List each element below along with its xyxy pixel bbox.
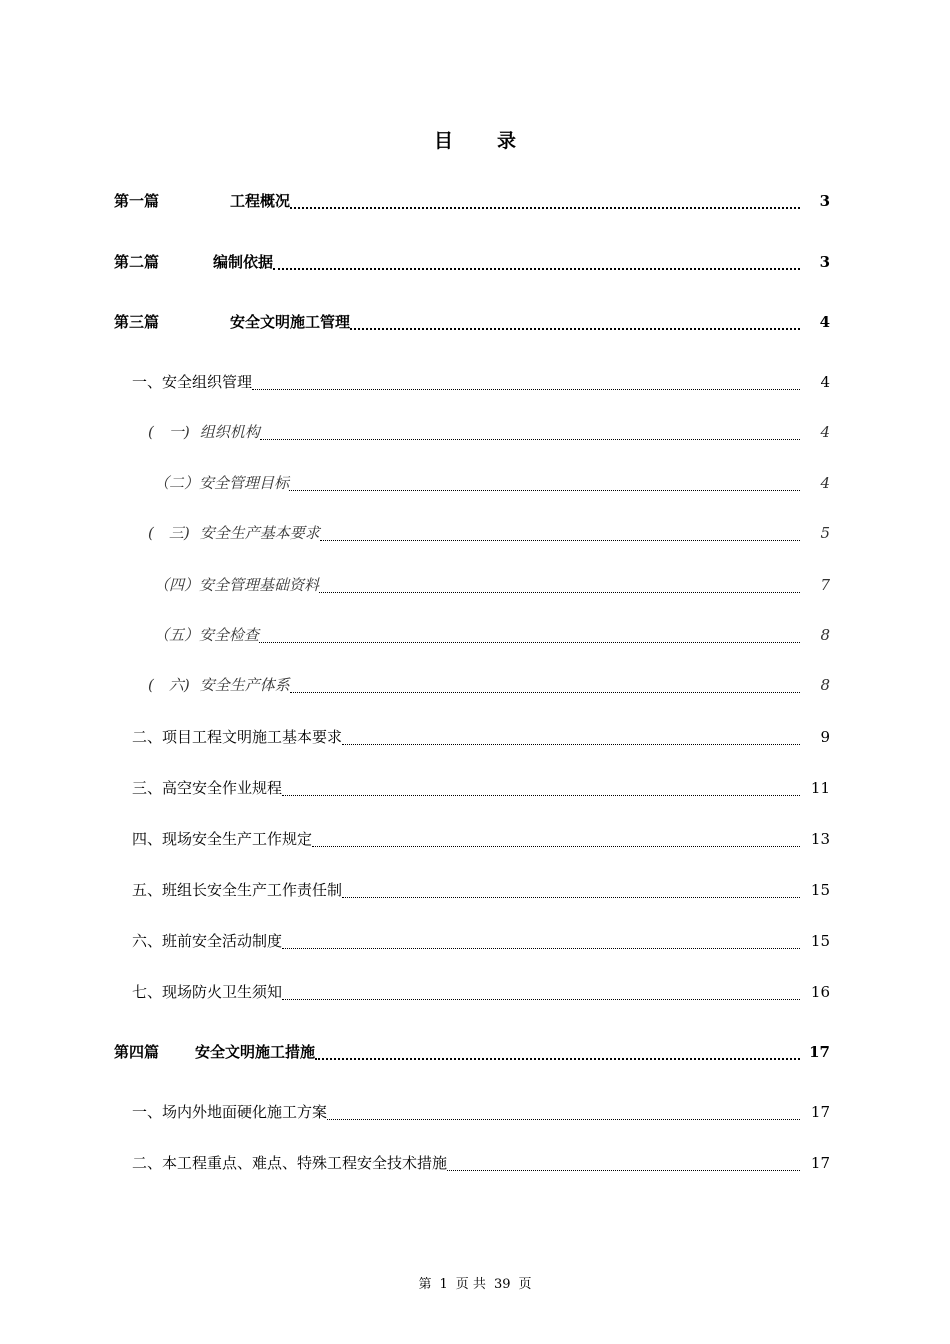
toc-entry-section[interactable] xyxy=(114,879,830,903)
toc-entry-subsection[interactable] xyxy=(114,624,830,648)
toc-section-number: 六、 xyxy=(132,932,163,950)
dot-leader xyxy=(273,267,800,270)
toc-entry-label: 本工程重点、难点、特殊工程安全技术措施 xyxy=(162,1154,448,1172)
toc-page-number: 11 xyxy=(810,779,830,797)
toc-page-number: 15 xyxy=(810,881,830,899)
toc-entry-label: 安全组织管理 xyxy=(162,373,253,391)
toc-entry-label: 项目工程文明施工基本要求 xyxy=(162,728,343,746)
toc-page-number: 5 xyxy=(820,524,830,542)
footer-total-pages: 39 xyxy=(493,1277,511,1292)
toc-entry-label: 场内外地面硬化施工方案 xyxy=(162,1103,328,1121)
toc-page-number: 3 xyxy=(819,192,830,210)
toc-section-number: 一、 xyxy=(132,1103,163,1121)
toc-section-number: 七、 xyxy=(132,983,163,1001)
toc-entry-label: 高空安全作业规程 xyxy=(162,779,283,797)
dot-leader xyxy=(282,947,800,949)
toc-section-number: 二、 xyxy=(132,728,163,746)
toc-entry-section[interactable] xyxy=(114,981,830,1005)
toc-entry-section[interactable] xyxy=(114,828,830,852)
toc-page-number: 7 xyxy=(820,576,830,594)
toc-page-number: 3 xyxy=(819,253,830,271)
toc-entry-label: 安全文明施工管理 xyxy=(230,313,351,331)
toc-entry-section[interactable] xyxy=(114,726,830,750)
toc-entry-subsection[interactable] xyxy=(114,574,830,598)
toc-entry-label: 现场安全生产工作规定 xyxy=(162,830,313,848)
toc-page-number: 8 xyxy=(820,626,830,644)
toc-page-number: 9 xyxy=(820,728,830,746)
footer-current-page: 1 xyxy=(439,1277,448,1292)
footer-mid: 页 共 xyxy=(455,1277,486,1292)
dot-leader xyxy=(260,438,800,440)
footer-suffix: 页 xyxy=(518,1277,532,1292)
toc-section-number: 四、 xyxy=(132,830,163,848)
dot-leader xyxy=(342,743,800,745)
toc-entry-label: 组织机构 xyxy=(199,423,260,441)
toc-page-number: 17 xyxy=(810,1154,830,1172)
toc-entry-label: 安全生产基本要求 xyxy=(199,524,320,542)
toc-title-left: 目 xyxy=(433,130,453,152)
toc-entry-label: 编制依据 xyxy=(213,253,274,271)
toc-section-number: 五、 xyxy=(132,881,163,899)
toc-part-number: 第一篇 xyxy=(114,192,160,210)
dot-leader xyxy=(319,591,800,593)
toc-page-number: 17 xyxy=(810,1103,830,1121)
toc-entry-section[interactable] xyxy=(114,930,830,954)
toc-entry-label: 安全管理基础资料 xyxy=(199,576,320,594)
dot-leader xyxy=(315,1057,800,1060)
toc-entry-section[interactable] xyxy=(114,777,830,801)
toc-page-number: 4 xyxy=(820,474,830,492)
footer-prefix: 第 xyxy=(418,1277,432,1292)
toc-page-number: 8 xyxy=(820,676,830,694)
toc-part-number: 第四篇 xyxy=(114,1043,160,1061)
toc-part-number: 第三篇 xyxy=(114,313,160,331)
dot-leader xyxy=(447,1169,800,1171)
toc-entry-label: 安全检查 xyxy=(199,626,260,644)
dot-leader xyxy=(342,896,800,898)
toc-subsection-number: （五） xyxy=(154,626,200,644)
dot-leader xyxy=(327,1118,800,1120)
toc-page-number: 16 xyxy=(810,983,830,1001)
dot-leader xyxy=(312,845,800,847)
page-footer xyxy=(0,1273,950,1292)
dot-leader xyxy=(290,206,800,209)
toc-entry-part-2[interactable] xyxy=(114,251,830,275)
toc-entry-section[interactable] xyxy=(114,1101,830,1125)
toc-entry-label: 现场防火卫生须知 xyxy=(162,983,283,1001)
dot-leader xyxy=(259,641,800,643)
toc-section-number: 一、 xyxy=(132,373,163,391)
toc-entry-part-4[interactable] xyxy=(114,1041,830,1065)
toc-page-number: 4 xyxy=(820,423,830,441)
toc-entry-subsection[interactable] xyxy=(114,421,830,445)
toc-subsection-number: ( 一) xyxy=(148,423,190,441)
toc-entry-label: 安全管理目标 xyxy=(199,474,290,492)
toc-subsection-number: ( 六) xyxy=(148,676,190,694)
toc-subsection-number: （二） xyxy=(154,474,200,492)
toc-title-right: 录 xyxy=(497,130,517,152)
toc-entry-label: 安全生产体系 xyxy=(199,676,290,694)
toc-part-number: 第二篇 xyxy=(114,253,160,271)
toc-section-number: 二、 xyxy=(132,1154,163,1172)
toc-page-number: 4 xyxy=(820,373,830,391)
toc-entry-section[interactable] xyxy=(114,371,830,395)
toc-entry-label: 班组长安全生产工作责任制 xyxy=(162,881,343,899)
toc-entry-label: 工程概况 xyxy=(230,192,291,210)
dot-leader xyxy=(320,539,800,541)
dot-leader xyxy=(282,794,800,796)
toc-subsection-number: （四） xyxy=(154,576,200,594)
toc-entry-part-3[interactable] xyxy=(114,311,830,335)
toc-entry-section[interactable] xyxy=(114,1152,830,1176)
toc-section-number: 三、 xyxy=(132,779,163,797)
toc-title xyxy=(0,126,950,153)
dot-leader xyxy=(252,388,800,390)
dot-leader xyxy=(289,489,800,491)
toc-entry-part-1[interactable] xyxy=(114,190,830,214)
toc-subsection-number: ( 三) xyxy=(148,524,190,542)
toc-entry-subsection[interactable] xyxy=(114,472,830,496)
dot-leader xyxy=(282,998,800,1000)
toc-page-number: 13 xyxy=(810,830,830,848)
toc-page-number: 17 xyxy=(809,1043,830,1061)
dot-leader xyxy=(350,327,800,330)
toc-entry-label: 安全文明施工措施 xyxy=(195,1043,316,1061)
toc-page-number: 4 xyxy=(819,313,830,331)
toc-entry-subsection[interactable] xyxy=(114,674,830,698)
dot-leader xyxy=(290,691,800,693)
toc-entry-label: 班前安全活动制度 xyxy=(162,932,283,950)
toc-entry-subsection[interactable] xyxy=(114,522,830,546)
toc-page-number: 15 xyxy=(810,932,830,950)
